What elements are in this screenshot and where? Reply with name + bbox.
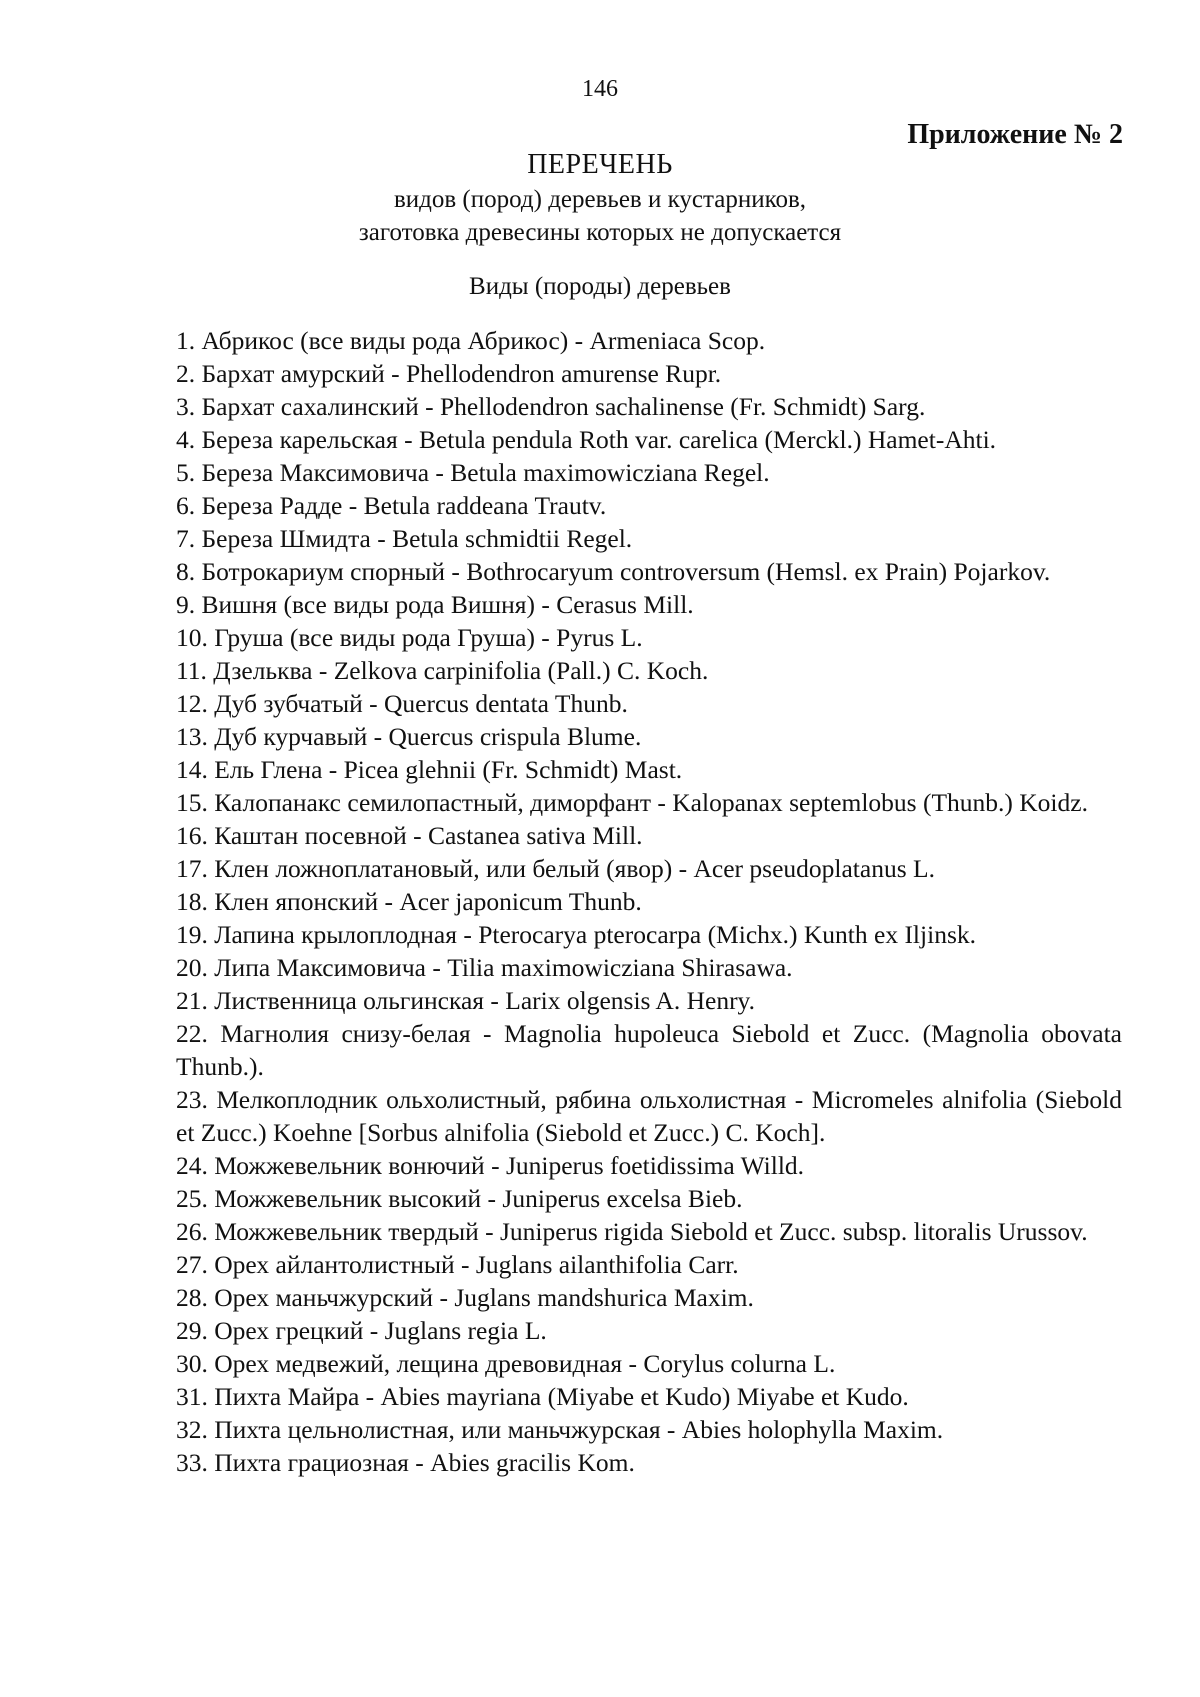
species-item: 5. Береза Максимовича - Betula maximowicziana Regel. — [176, 458, 770, 487]
species-item: 30. Орех медвежий, лещина древовидная - Corylus colurna L. — [176, 1349, 836, 1378]
species-item: 3. Бархат сахалинский - Phellodendron sachalinense (Fr. Schmidt) Sarg. — [176, 392, 926, 421]
species-item: 32. Пихта цельнолистная, или маньчжурская - Abies holophylla Maxim. — [176, 1415, 944, 1444]
species-item: 6. Береза Радде - Betula raddeana Trautv. — [176, 491, 607, 520]
list-subtitle-line-2: заготовка древесины которых не допускается — [358, 219, 842, 246]
species-item: 22. Магнолия снизу-белая - Magnolia hupoleuca Siebold et Zucc. (Magnolia obovata Thunb.). — [176, 1019, 1122, 1081]
species-item: 29. Орех грецкий - Juglans regia L. — [176, 1316, 547, 1345]
species-item: 31. Пихта Майра - Abies mayriana (Miyabe et Kudo) Miyabe et Kudo. — [176, 1382, 909, 1411]
species-item: 19. Лапина крылоплодная - Pterocarya pterocarpa (Michx.) Kunth ex Iljinsk. — [176, 920, 976, 949]
species-item: 33. Пихта грациозная - Abies gracilis Kom. — [176, 1448, 635, 1477]
species-item: 11. Дзельква - Zelkova carpinifolia (Pall.) C. Koch. — [176, 656, 709, 685]
species-item: 2. Бархат амурский - Phellodendron amurense Rupr. — [176, 359, 722, 388]
species-item: 23. Мелкоплодник ольхолистный, рябина ольхолистная - Micromeles alnifolia (Siebold et Zucc.) Koehne [Sorbus alnifolia (Siebold et Zucc.) C. Koch]. — [176, 1085, 1122, 1147]
species-item: 21. Лиственница ольгинская - Larix olgensis A. Henry. — [176, 986, 756, 1015]
species-item: 4. Береза карельская - Betula pendula Roth var. carelica (Merckl.) Hamet-Ahti. — [176, 425, 997, 454]
species-item: 8. Ботрокариум спорный - Bothrocaryum controversum (Hemsl. ex Prain) Pojarkov. — [176, 557, 1051, 586]
species-item: 18. Клен японский - Acer japonicum Thunb. — [176, 887, 642, 916]
species-item: 14. Ель Глена - Picea glehnii (Fr. Schmidt) Mast. — [176, 755, 683, 784]
species-item: 24. Можжевельник вонючий - Juniperus foetidissima Willd. — [176, 1151, 805, 1180]
list-title: ПЕРЕЧЕНЬ — [527, 149, 673, 180]
species-item: 9. Вишня (все виды рода Вишня) - Cerasus Mill. — [176, 590, 694, 619]
species-item: 20. Липа Максимовича - Tilia maximowicziana Shirasawa. — [176, 953, 793, 982]
species-item: 12. Дуб зубчатый - Quercus dentata Thunb. — [176, 689, 628, 718]
species-item: 17. Клен ложноплатановый, или белый (явор) - Acer pseudoplatanus L. — [176, 854, 935, 883]
species-item: 28. Орех маньчжурский - Juglans mandshurica Maxim. — [176, 1283, 754, 1312]
species-item: 25. Можжевельник высокий - Juniperus excelsa Bieb. — [176, 1184, 743, 1213]
species-item: 13. Дуб курчавый - Quercus crispula Blume. — [176, 722, 642, 751]
species-list — [176, 324, 1122, 1479]
appendix-label: Приложение № 2 — [907, 119, 1123, 150]
species-item: 1. Абрикос (все виды рода Абрикос) - Armeniaca Scop. — [176, 326, 766, 355]
list-subtitle-line-1: видов (пород) деревьев и кустарников, — [393, 186, 807, 213]
species-item: 15. Калопанакс семилопастный, диморфант - Kalopanax septemlobus (Thunb.) Koidz. — [176, 788, 1088, 817]
species-item: 26. Можжевельник твердый - Juniperus rigida Siebold et Zucc. subsp. litoralis Urussov. — [176, 1217, 1088, 1246]
section-title: Виды (породы) деревьев — [469, 273, 731, 300]
species-item: 27. Орех айлантолистный - Juglans ailanthifolia Carr. — [176, 1250, 739, 1279]
species-item: 10. Груша (все виды рода Груша) - Pyrus L. — [176, 623, 643, 652]
species-item: 7. Береза Шмидта - Betula schmidtii Regel. — [176, 524, 633, 553]
page-number: 146 — [582, 76, 618, 102]
species-item: 16. Каштан посевной - Castanea sativa Mill. — [176, 821, 643, 850]
